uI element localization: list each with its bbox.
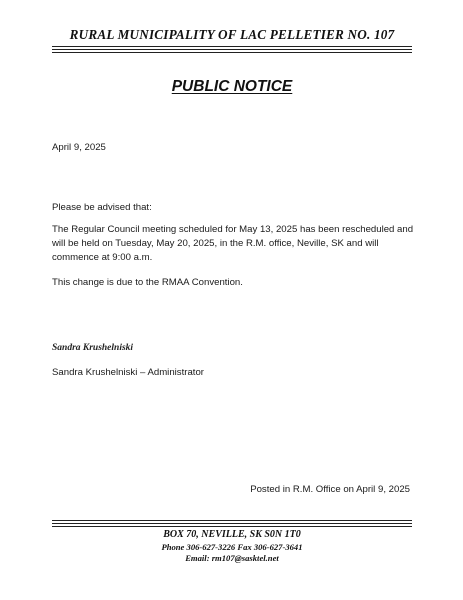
header-rule-bottom — [52, 52, 412, 53]
footer-address: BOX 70, NEVILLE, SK S0N 1T0 — [163, 529, 301, 540]
notice-body: The Regular Council meeting scheduled for May 13, 2025 has been rescheduled and will be held on Tuesday, May 20, 2025, in the R.M. office, Neville, SK and will commence at 9:00 a.m. — [52, 224, 414, 263]
footer-rule-bottom — [52, 526, 412, 527]
header-rule-top — [52, 46, 412, 47]
notice-title: PUBLIC NOTICE — [171, 78, 293, 95]
footer-email: Email: rm107@sasktel.net — [185, 553, 279, 563]
notice-intro: Please be advised that: — [52, 202, 152, 213]
signatory-line: Sandra Krushelniski – Administrator — [52, 367, 204, 378]
footer-rule-top — [52, 520, 412, 521]
notice-date: April 9, 2025 — [52, 142, 106, 153]
footer-phone-fax: Phone 306-627-3226 Fax 306-627-3641 — [161, 542, 303, 552]
municipality-header-title: RURAL MUNICIPALITY OF LAC PELLETIER NO. 107 — [69, 27, 395, 42]
header-rule-middle — [52, 49, 412, 50]
footer-rule-middle — [52, 523, 412, 524]
handwritten-signature: Sandra Krushelniski — [52, 343, 134, 353]
notice-reason: This change is due to the RMAA Convention. — [52, 277, 243, 288]
posted-notice-line: Posted in R.M. Office on April 9, 2025 — [250, 484, 410, 495]
